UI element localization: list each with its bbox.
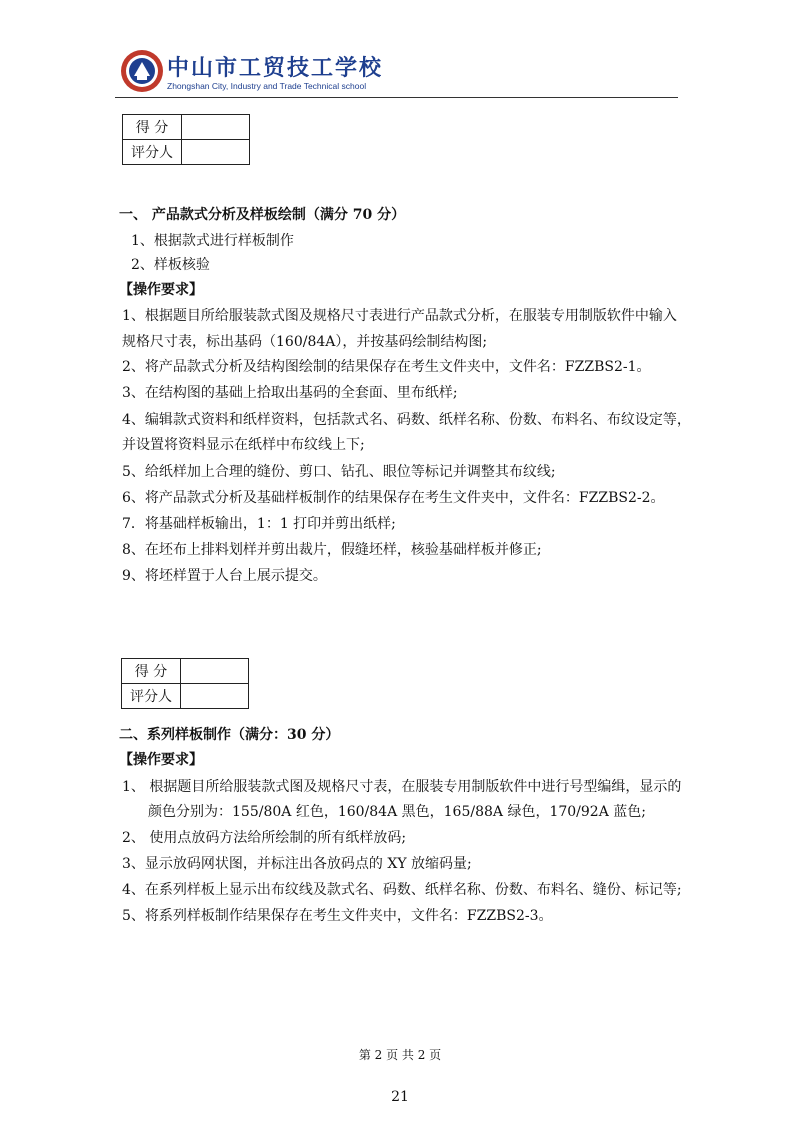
req-line: 8、在坯布上排料划样并剪出裁片，假缝坯样，核验基础样板并修正; bbox=[122, 542, 542, 558]
score-table bbox=[121, 658, 249, 709]
grader-label: 评分人 bbox=[122, 684, 181, 709]
req-line: 颜色分别为：155/80A 红色，160/84A 黑色，165/88A 绿色，170/92A 蓝色; bbox=[148, 804, 646, 820]
score-table bbox=[122, 114, 250, 165]
section1-item: 1、根据款式进行样板制作 bbox=[131, 233, 294, 249]
req-line: 并设置将资料显示在纸样中布纹线上下; bbox=[122, 437, 365, 453]
section1-title: 一、 产品款式分析及样板绘制（满分 70 分） bbox=[119, 207, 406, 223]
req-line: 1、 根据题目所给服装款式图及规格尺寸表，在服装专用制版软件中进行号型编缉，显示的 bbox=[122, 779, 682, 795]
req-line: 5、给纸样加上合理的缝份、剪口、钻孔、眼位等标记并调整其布纹线; bbox=[122, 464, 556, 480]
req-line: 6、将产品款式分析及基础样板制作的结果保存在考生文件夹中，文件名：FZZBS2-2。 bbox=[122, 490, 665, 506]
score-field bbox=[182, 115, 250, 140]
section1-req-title: 【操作要求】 bbox=[119, 282, 203, 298]
req-line: 2、将产品款式分析及结构图绘制的结果保存在考生文件夹中，文件名：FZZBS2-1。 bbox=[122, 359, 651, 375]
school-logo bbox=[120, 47, 384, 97]
page-number: 21 bbox=[391, 1089, 409, 1105]
school-name-en: Zhongshan City, Industry and Trade Technical school bbox=[167, 81, 367, 91]
req-line: 1、根据题目所给服装款式图及规格尺寸表进行产品款式分析，在服装专用制版软件中输入 bbox=[122, 308, 677, 324]
req-line: 2、 使用点放码方法给所绘制的所有纸样放码; bbox=[122, 830, 407, 846]
section2-title: 二、系列样板制作（满分：30 分） bbox=[119, 727, 340, 743]
school-name: 中山市工贸技工学校 bbox=[167, 56, 384, 81]
section1-item: 2、样板核验 bbox=[131, 257, 210, 273]
req-line: 7．将基础样板输出，1：1 打印并剪出纸样; bbox=[122, 516, 396, 532]
score-label: 得 分 bbox=[123, 115, 182, 140]
section2-req-title: 【操作要求】 bbox=[119, 752, 203, 768]
grader-field bbox=[182, 140, 250, 165]
grader-field bbox=[181, 684, 249, 709]
score-field bbox=[181, 659, 249, 684]
req-line: 4、在系列样板上显示出布纹线及款式名、码数、纸样名称、份数、布料名、缝份、标记等; bbox=[122, 882, 682, 898]
req-line: 9、将坯样置于人台上展示提交。 bbox=[122, 568, 327, 584]
header-divider bbox=[115, 97, 678, 98]
req-line: 3、显示放码网状图，并标注出各放码点的 XY 放缩码量; bbox=[122, 856, 472, 872]
page-indicator: 第 2 页 共 2 页 bbox=[358, 1048, 442, 1062]
req-line: 3、在结构图的基础上拾取出基码的全套面、里布纸样; bbox=[122, 385, 458, 401]
score-label: 得 分 bbox=[122, 659, 181, 684]
req-line: 规格尺寸表，标出基码（160/84A），并按基码绘制结构图; bbox=[122, 334, 488, 350]
grader-label: 评分人 bbox=[123, 140, 182, 165]
req-line: 5、将系列样板制作结果保存在考生文件夹中，文件名：FZZBS2-3。 bbox=[122, 908, 553, 924]
req-line: 4、编辑款式资料和纸样资料，包括款式名、码数、纸样名称、份数、布料名、布纹设定等， bbox=[122, 412, 691, 428]
school-emblem-icon bbox=[120, 49, 164, 93]
